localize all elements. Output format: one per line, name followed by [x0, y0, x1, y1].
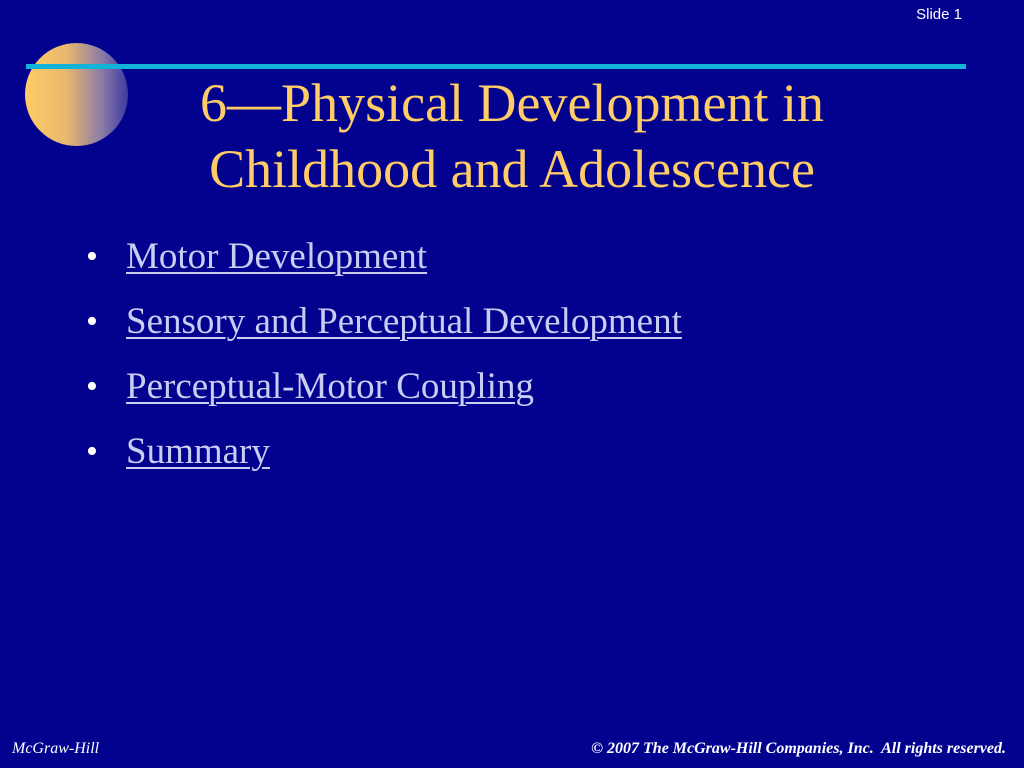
bullet-item	[86, 427, 682, 492]
bullet-item	[86, 297, 682, 362]
link-summary[interactable]: Summary	[126, 431, 270, 472]
bullet-icon: •	[86, 238, 98, 275]
bullet-item	[86, 362, 682, 427]
slide-title-line-2: Childhood and Adolescence	[209, 139, 815, 199]
footer-publisher: McGraw-Hill	[12, 740, 100, 757]
footer-copyright: © 2007 The McGraw-Hill Companies, Inc. All rights reserved.	[591, 740, 1006, 757]
slide-title-line-1: 6—Physical Development in	[200, 73, 824, 133]
slide-title	[100, 70, 924, 202]
title-rule	[26, 64, 966, 69]
link-motor-development[interactable]: Motor Development	[126, 236, 428, 277]
slide-number: Slide 1	[916, 6, 962, 23]
bullet-icon: •	[86, 433, 98, 470]
bullet-icon: •	[86, 303, 98, 340]
link-sensory-perceptual-development[interactable]: Sensory and Perceptual Development	[126, 301, 682, 342]
bullet-item	[86, 232, 682, 297]
link-perceptual-motor-coupling[interactable]: Perceptual-Motor Coupling	[126, 366, 534, 407]
bullet-icon: •	[86, 368, 98, 405]
bullet-list	[86, 232, 682, 492]
